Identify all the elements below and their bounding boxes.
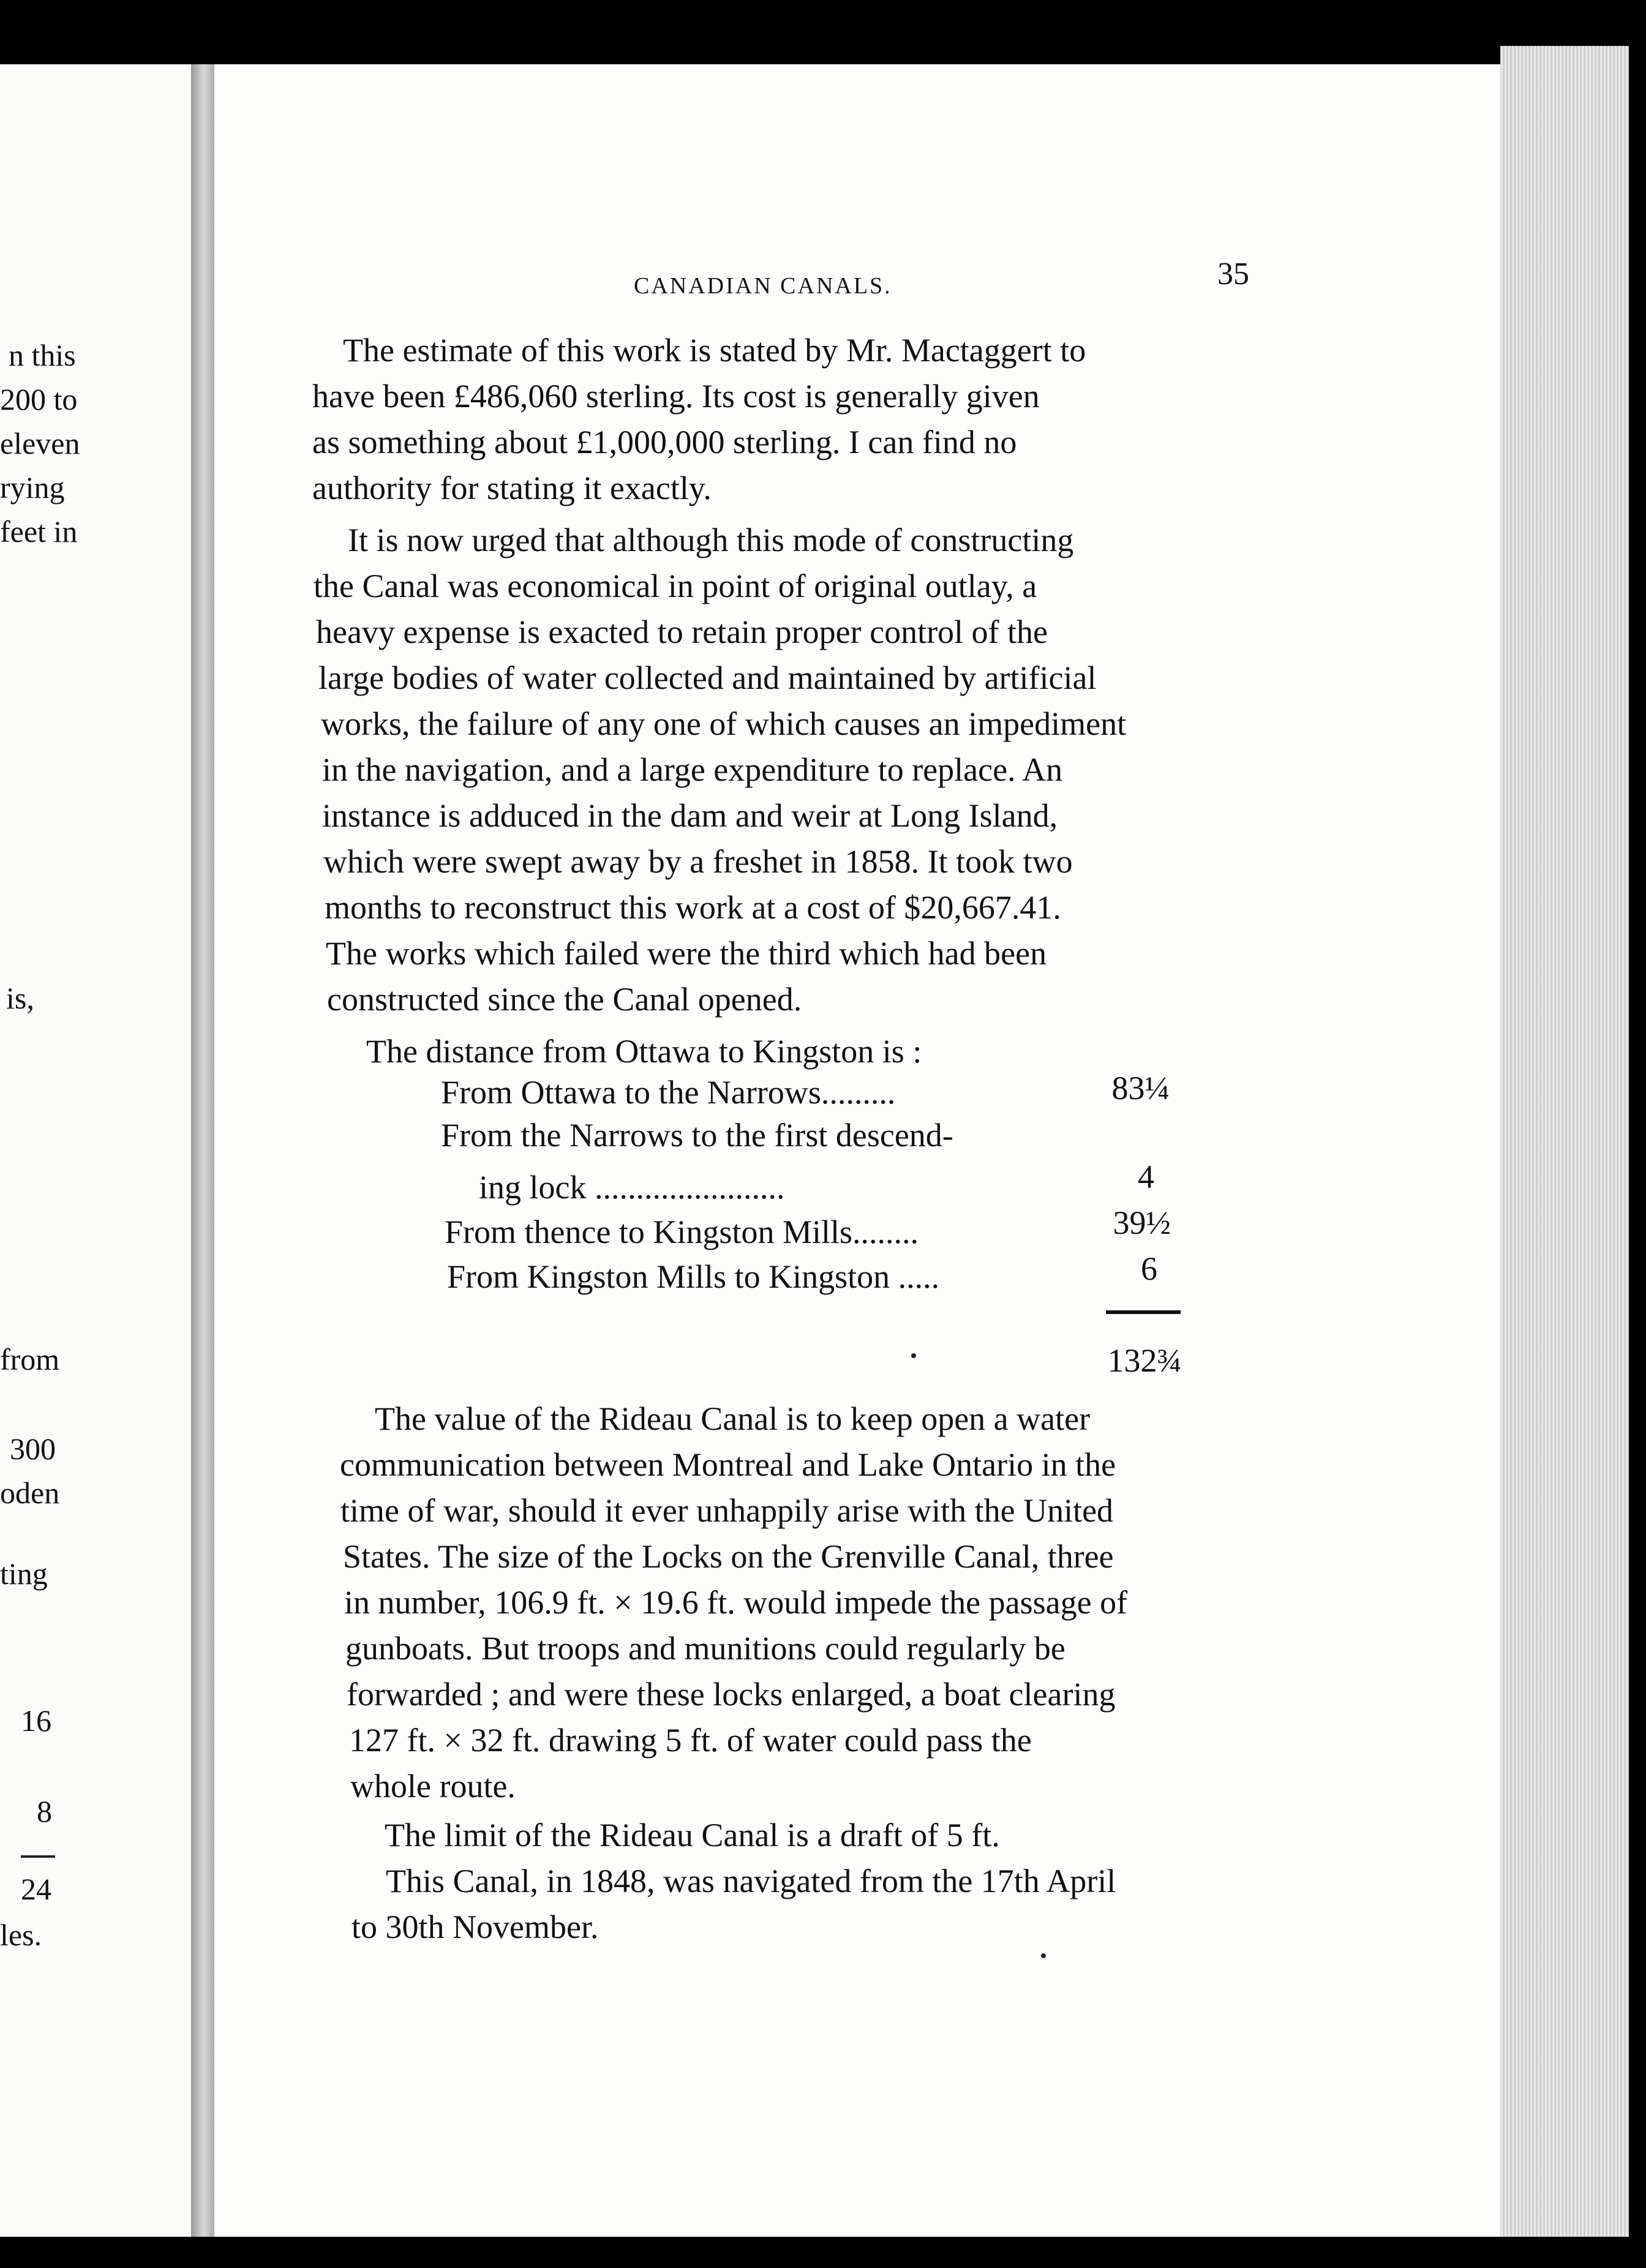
text-line: States. The size of the Locks on the Grenville Canal, three [343,1538,1114,1575]
text-line: months to reconstruct this work at a cost of $20,667.41. [325,889,1061,926]
distance-label: From Kingston Mills to Kingston ..... [447,1258,940,1295]
left-page-fragment: 16 [21,1703,51,1738]
left-page-rule [21,1855,55,1858]
page-stack-edge [1500,46,1629,2237]
distance-label: From Ottawa to the Narrows......... [441,1074,896,1111]
text-line: have been £486,060 sterling. Its cost is generally given [312,378,1040,415]
distance-total: 132¾ [1107,1342,1182,1379]
left-page-fragment: from [0,1342,60,1376]
distance-value: 6 [1141,1250,1157,1287]
text-line: constructed since the Canal opened. [327,981,802,1018]
left-page-fragment: 24 [21,1872,51,1906]
distance-label: From the Narrows to the first descend- [441,1117,953,1154]
text-line: in the navigation, and a large expenditure to replace. An [322,751,1063,788]
text-line: 127 ft. × 32 ft. drawing 5 ft. of water could pass the [349,1722,1032,1759]
distance-value: 39½ [1113,1204,1171,1241]
text-line: time of war, should it ever unhappily arise with the United [340,1492,1114,1529]
left-page-fragment: 300 [10,1432,56,1466]
text-line: The limit of the Rideau Canal is a draft of 5 ft. [385,1817,1000,1853]
text-line: gunboats. But troops and munitions could regularly be [345,1630,1065,1667]
text-line: forwarded ; and were these locks enlarged, a boat clearing [347,1676,1116,1713]
text-line: instance is adduced in the dam and weir at Long Island, [322,797,1058,834]
sum-rule [1106,1310,1181,1314]
text-line: It is now urged that although this mode of constructing [348,522,1074,558]
text-line: authority for stating it exactly. [312,470,712,506]
ink-speck [911,1353,916,1358]
left-page-fragment: oden [0,1476,60,1510]
text-line: The estimate of this work is stated by Mr. Mactaggert to [343,332,1086,369]
running-title: CANADIAN CANALS. [634,273,892,299]
left-page-fragment: eleven [0,426,80,460]
ink-speck [1041,1953,1046,1958]
text-line: This Canal, in 1848, was navigated from the 17th April [386,1863,1116,1899]
text-line: which were swept away by a freshet in 1858. It took two [323,843,1073,880]
left-page-fragment: 200 to [0,382,78,416]
page-number: 35 [1217,257,1249,291]
text-line: heavy expense is exacted to retain proper control of the [316,614,1048,650]
left-page-fragment: les. [0,1918,42,1952]
text-line: works, the failure of any one of which causes an impediment [321,705,1127,742]
previous-page [0,64,191,2237]
distance-label: ing lock ....................... [479,1169,785,1206]
distance-value: 4 [1138,1158,1154,1195]
left-page-fragment: feet in [0,514,78,549]
distance-label: From thence to Kingston Mills........ [445,1214,919,1250]
text-line: large bodies of water collected and maintained by artificial [318,659,1097,696]
text-line: communication between Montreal and Lake Ontario in the [340,1446,1116,1483]
text-line: The works which failed were the third which had been [326,935,1047,972]
text-line: to 30th November. [351,1909,599,1945]
distance-intro: The distance from Ottawa to Kingston is : [366,1033,922,1070]
left-page-fragment: n this [9,338,76,372]
text-line: as something about £1,000,000 sterling. I can find no [312,424,1017,460]
text-line: whole route. [350,1768,516,1804]
text-line: the Canal was economical in point of original outlay, a [314,568,1037,604]
left-page-fragment: ting [0,1556,48,1591]
text-line: in number, 106.9 ft. × 19.6 ft. would impede the passage of [344,1584,1128,1621]
left-page-fragment: 8 [37,1794,52,1828]
distance-value: 83¼ [1111,1070,1170,1106]
left-page-fragment: is, [6,981,34,1015]
left-page-fragment: rying [0,470,65,505]
text-line: The value of the Rideau Canal is to keep open a water [375,1400,1091,1437]
